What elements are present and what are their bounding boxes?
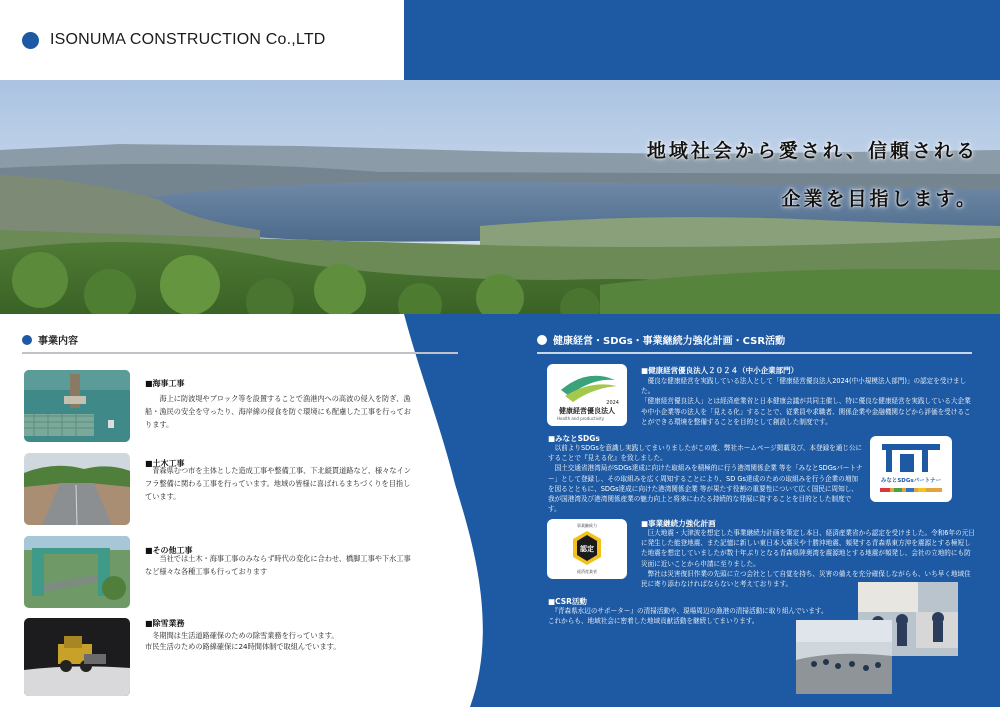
bullet-dot-icon (22, 335, 32, 345)
hero-slogan-line1: 地域社会から愛され、信頼される (646, 140, 978, 162)
hero-photo (0, 80, 1000, 314)
health-heading-label: 健康経営・SDGs・事業継続力強化計画・CSR活動 (553, 336, 786, 347)
snow-removal-title: ■除雪業務 (145, 619, 185, 628)
bcp-certification-badge (547, 519, 627, 579)
health-badge-year: 2024 (606, 400, 619, 406)
header-band (404, 0, 1000, 80)
bcp-title: ■事業継続力強化計画 (641, 519, 716, 528)
csr-text: 『青森県水辺のサポーター』の清掃活動や、現場周辺の漁港の清掃活動に取り組んでいます。 これからも、地域社会に密着した地域貢献活動を継続してまいります。 (548, 607, 828, 626)
marine-works-photo (24, 370, 130, 442)
health-title: ■健康経営優良法人２０２４（中小企業部門） (641, 366, 799, 375)
other-works-photo (24, 536, 130, 608)
business-divider (22, 352, 458, 354)
sdgs-text: 以前よりSDGsを意識し実践してまいりましたがこの度、弊社ホームページ掲載及び、本登録を通じ公にすることで『見える化』を致しました。 国土交通省港湾局がSDGs達成に向けた取組みを積極的に行う港湾関係企業 等を「みなとSDGsパートナー」として登録し、その取組みを広く周知することにより、SD Gs達成のための取組みを行う企業の増加を図るとともに、SDGs達成に向けた港湾関係企業 等が果たす役割の重要性について広く国民に周知し、我が国港湾及び港湾関係産業の魅力向上と将来にわたる持続的な発展に資することを目的とした制度です。 (548, 444, 863, 514)
health-badge-sub: Health and productivity (557, 416, 605, 421)
csr-title: ■CSR活動 (548, 597, 587, 606)
logo-dot-icon (22, 32, 39, 49)
csr-photo-cleanup-2 (796, 620, 892, 694)
company-name: ISONUMA CONSTRUCTION Co.,LTD (50, 31, 326, 48)
hero-slogan-line2: 企業を目指します。 (781, 188, 978, 210)
health-heading (537, 332, 785, 347)
minato-sdgs-partner-logo (870, 436, 952, 502)
other-works-title: ■その他工事 (145, 546, 193, 555)
health-text: 優良な健康経営を実践している法人として「健康経営優良法人2024(中小規模法人部門)」の認定を受けました。 「健康経営優良法人」とは経済産業省と日本健康会議が共同主催し、特に優良な健康経営を実践している大企業や中小企業等の法人を「見える化」することで、従業員や求職者、関係企業や金融機関などから評価を受けることができる環境を整備することを目的として創設した制度です。 (641, 377, 971, 426)
health-badge-name: 健康経営優良法人 (559, 407, 615, 415)
health-divider (537, 352, 972, 354)
business-heading (22, 332, 78, 347)
snow-removal-text: 冬期間は生活道路確保のための除雪業務を行っています。 市民生活のための路線確保に24時間体制で取組んでいます。 (145, 631, 341, 651)
snow-removal-photo (24, 618, 130, 696)
bullet-dot-icon (537, 335, 547, 345)
sdgs-partner-label: みなとSDGsパートナー (880, 478, 942, 484)
business-heading-label: 事業内容 (38, 336, 78, 347)
health-certification-badge (547, 364, 627, 426)
civil-works-title: ■土木工事 (145, 459, 185, 468)
marine-works-title: ■海事工事 (145, 379, 185, 388)
marine-works-text: 海上に防波堤やブロック等を設置することで漁港内への高波の侵入を防ぎ、漁船・漁民の安全を守ったり、海岸線の侵食を防ぐ環境にも配慮した工事を行っております。 (145, 394, 411, 429)
civil-works-text: 青森県むつ市を主体とした造成工事や整備工事、下北縦貫道路など、様々なインフラ整備に関わる工事を行っています。地域の皆様に喜ばれるまちづくりを目指しています。 (145, 466, 411, 501)
bcp-text: 巨大地震・大津波を想定した事業継続力計画を策定し本日、経済産業省から認定を受けました。令和6年の元日に発生した能登地震、また記憶に新しい東日本大震災や十勝沖地震、頻発する青森県東方沖を震源とする極短した地震を想定していましたが数十年ぶりとなる青森県陸奥湾を震源地とする地震が頻発し、会社の立地的にも防災面に近いことから申請に至りました。 弊社は災害復旧作業の先頭に立つ会社として自覚を持ち、災害の備えを充分確保しながらも、いち早く地域住民に寄り添わなければならないと考えております。 (641, 529, 975, 589)
bcp-badge-label: 認定 (580, 545, 594, 553)
bcp-badge-bottom: 経済産業省 (577, 569, 597, 574)
civil-works-photo (24, 453, 130, 525)
sdgs-title: ■みなとSDGs (548, 434, 600, 443)
bcp-badge-top: 事業継続力 (577, 523, 597, 528)
other-works-text: 当社では土木・海事工事のみならず時代の変化に合わせ、橋脚工事や下水工事など様々な各種工事も行っております (145, 554, 411, 576)
